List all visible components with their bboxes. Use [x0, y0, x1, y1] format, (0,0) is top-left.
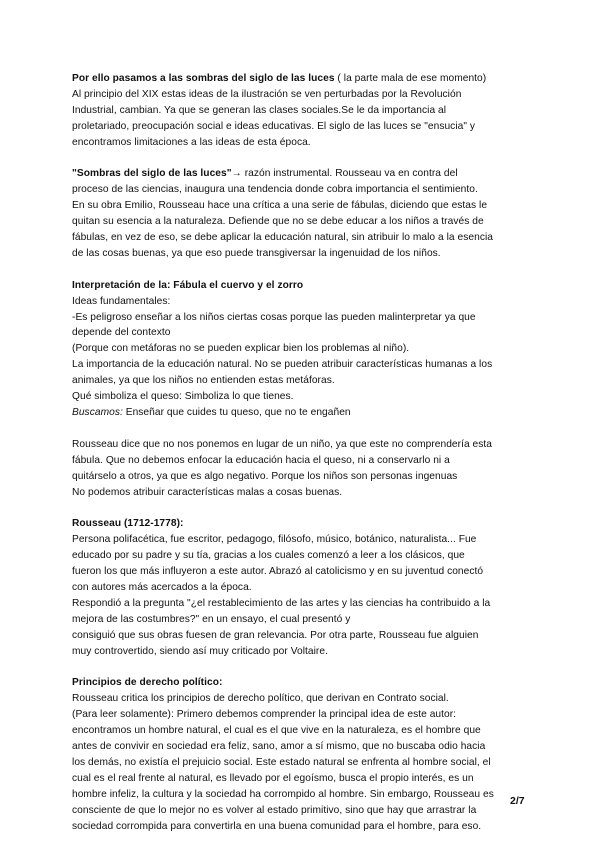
text-line: con autores más acercados a la época. — [72, 581, 252, 593]
text-line: -Es peligroso enseñar a los niños ciertas cosas porque las pueden malinterpretar ya que — [72, 311, 476, 323]
text-line: consciente de que lo mejor no es volver al estado primitivo, sino que hay que arrastrar la — [72, 804, 477, 816]
text-line: sociedad corrompida para convertirla en una buena comunidad para el hombre, para eso. — [72, 820, 482, 832]
text-line: Persona polifacética, fue escritor, pedagogo, filósofo, músico, botánico, naturalista... Fue — [72, 534, 477, 546]
text-line: quitan su esencia a la naturaleza. Defiende que no se debe educar a los niños a través de — [72, 216, 484, 228]
text-line: muy controvertido, siendo así muy criticado por Voltaire. — [72, 645, 328, 657]
text-line: encontramos un hombre natural, el cual es el que vive en la naturaleza, es el hombre que — [72, 725, 481, 737]
italic-label: Buscamos: — [72, 407, 123, 418]
text-line: proceso de las ciencias, inaugura una tendencia donde cobra importancia el sentimiento. — [72, 184, 478, 196]
text-line: mejora de las costumbres?" en un ensayo, el cual presentó y — [72, 613, 351, 625]
heading-continuation: → razón instrumental. Rousseau va en contra del — [231, 168, 458, 180]
text-line: Qué simboliza el queso: Simboliza lo que tienes. — [72, 391, 294, 403]
text-line: educado por su padre y su tía, gracias a los cuales comenzó a leer a los clásicos, que — [72, 550, 465, 562]
section-rousseau-fabula — [72, 437, 534, 501]
document-body — [72, 71, 534, 850]
text-line: cual es el real frente al natural, es llevado por el egoísmo, busca el propio interés, es un — [72, 772, 474, 784]
text-line: Al principio del XIX estas ideas de la ilustración se ven perturbadas por la Revolución — [72, 88, 462, 100]
text-line: Industrial, cambian. Ya que se generan las clases sociales.Se le da importancia al — [72, 104, 447, 116]
heading-note: ( la parte mala de ese momento) — [334, 73, 487, 84]
text-line: Ideas fundamentales: — [72, 295, 171, 307]
section-heading: "Sombras del siglo de las luces" — [72, 168, 232, 180]
text-line: No podemos atribuir características malas a cosas buenas. — [72, 486, 343, 498]
section-sombras-intro — [72, 71, 534, 151]
text-line — [72, 405, 534, 421]
text-line: fábulas, en vez de eso, se debe aplicar la educación natural, sin atribuir lo malo a la esencia — [72, 232, 493, 244]
section-heading-line — [72, 166, 534, 182]
section-rousseau-bio — [72, 516, 534, 659]
section-heading: Interpretación de la: Fábula el cuervo y el zorro — [72, 279, 304, 291]
text-line: consiguió que sus obras fuesen de gran relevancia. Por otra parte, Rousseau fue alguien — [72, 629, 479, 641]
text-line: hombre infeliz, la cultura y la sociedad ha corrompido al hombre. Sin embargo, Rousseau es — [72, 788, 494, 800]
text-line: depende del contexto — [72, 327, 171, 339]
text-line: antes de convivir en sociedad era feliz, sano, amor a sí mismo, que no buscaba odio hacia — [72, 740, 486, 752]
section-derecho-politico — [72, 675, 534, 834]
text-line: (Para leer solamente): Primero debemos comprender la principal idea de este autor: — [72, 709, 457, 721]
text-line: encontramos limitaciones a las ideas de esta época. — [72, 136, 311, 148]
section-heading: Principios de derecho político: — [72, 677, 223, 689]
page-number: 2/7 — [510, 795, 525, 807]
text-line: fueron los que más influyeron a este autor. Abrazó al catolicismo y en su juventud conectó — [72, 566, 484, 578]
text-line: de las cosas buenas, ya que eso puede transgiversar la ingenuidad de los niños. — [72, 247, 441, 259]
text-line: (Porque con metáforas no se pueden explicar bien los problemas al niño). — [72, 343, 410, 355]
text-line: animales, ya que los niños no entienden estas metáforas. — [72, 375, 335, 387]
section-heading-line — [72, 71, 534, 87]
text-line: En su obra Emilio, Rousseau hace una crítica a una serie de fábulas, diciendo que estas le — [72, 200, 488, 212]
section-fabula — [72, 278, 534, 421]
section-heading: Por ello pasamos a las sombras del siglo de las luces — [72, 73, 335, 84]
text-line: proletariado, preocupación social e ideas educativas. El siglo de las luces se "ensucia" y — [72, 120, 476, 132]
text-line: los demás, no existía el prejuicio social. Este estado natural se enfrenta al hombre social, el — [72, 756, 491, 768]
italic-label-text: Enseñar que cuides tu queso, que no te engañen — [122, 407, 351, 418]
text-line: La importancia de la educación natural. No se pueden atribuir características humanas a los — [72, 359, 493, 371]
section-heading: Rousseau (1712-1778): — [72, 518, 184, 530]
text-line: Respondió a la pregunta "¿el restablecimiento de las artes y las ciencias ha contribuido a la — [72, 597, 491, 609]
text-line: Rousseau critica los principios de derecho político, que derivan en Contrato social. — [72, 693, 449, 705]
text-line: quitárselo a otros, ya que es algo negativo. Porque los niños son personas ingenuas — [72, 470, 458, 482]
section-sombras-razon — [72, 166, 534, 261]
text-line: Rousseau dice que no nos ponemos en lugar de un niño, ya que este no comprendería esta — [72, 438, 493, 450]
text-line: fábula. Que no debemos enfocar la educación hacia el queso, ni a conservarlo ni a — [72, 454, 450, 466]
